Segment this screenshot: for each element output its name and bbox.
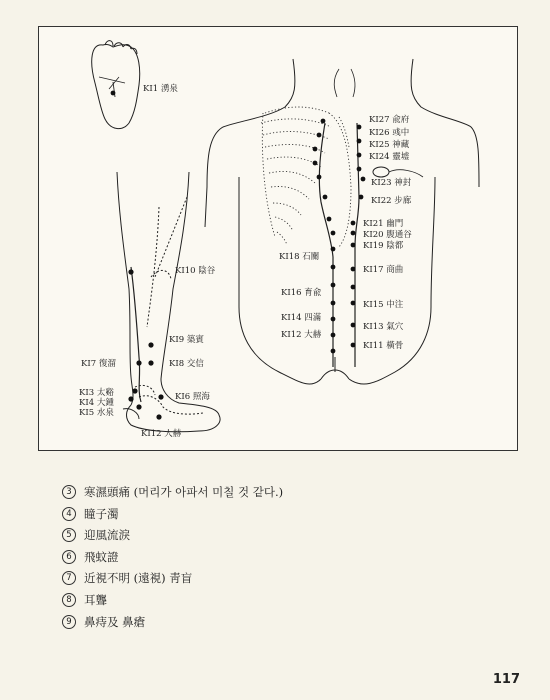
label-ki27: KI27 兪府 (369, 115, 410, 125)
label-ki10: KI10 陰谷 (175, 266, 216, 276)
item-text: 瞳子濁 (84, 506, 119, 521)
label-ki17: KI17 商曲 (363, 265, 404, 275)
page-number: 117 (492, 672, 520, 687)
label-ki8: KI8 交信 (169, 359, 204, 369)
acupoint-dots (111, 91, 366, 420)
list-item (62, 527, 283, 549)
label-ki14: KI14 四滿 (281, 313, 322, 323)
item-text: 鼻痔及 鼻瘡 (84, 614, 146, 629)
item-text: 飛蚊證 (84, 549, 119, 564)
label-ki26: KI26 彧中 (369, 128, 410, 138)
label-ki1: KI1 湧泉 (143, 84, 178, 94)
label-ki6: KI6 照海 (175, 392, 210, 402)
label-ki23: KI23 神封 (371, 178, 412, 188)
meridian-figure (38, 26, 518, 451)
acupoint-labels (79, 83, 412, 439)
item-number: 6 (62, 550, 76, 564)
item-number: 8 (62, 593, 76, 607)
label-ki9: KI9 築賓 (169, 335, 204, 345)
list-item (62, 592, 283, 614)
label-ki15: KI15 中注 (363, 300, 404, 310)
list-item (62, 614, 283, 636)
label-ki24: KI24 靈墟 (369, 152, 410, 162)
label-ki20: KI20 腹通谷 (363, 230, 412, 240)
ribcage-dotted (261, 107, 351, 247)
meridian-lines (113, 82, 359, 402)
item-text: 寒濕頭痛 (머리가 아파서 미칠 것 같다.) (84, 485, 284, 499)
item-number: 4 (62, 507, 76, 521)
meridian-diagram (39, 27, 519, 452)
item-text: 迎風流淚 (84, 528, 130, 543)
item-number: 7 (62, 571, 76, 585)
label-ki4: KI4 大鍾 (79, 398, 114, 408)
list-item (62, 549, 283, 571)
label-ki7: KI7 復溜 (81, 359, 116, 369)
label-ki16: KI16 育兪 (281, 288, 322, 298)
list-item (62, 484, 283, 506)
label-ki3: KI3 太谿 (79, 388, 114, 398)
item-text: 近視不明 (遠視) 靑盲 (84, 571, 193, 586)
foot-sole-drawing (92, 41, 140, 129)
list-item (62, 570, 283, 592)
label-ki25: KI25 神藏 (369, 140, 410, 150)
label-ki5: KI5 水泉 (79, 408, 114, 418)
label-ki18: KI18 石關 (279, 252, 320, 262)
label-ki12: KI12 大赫 (281, 330, 322, 340)
label-ki2: KI12 人赫 (141, 429, 182, 439)
torso-drawing (205, 59, 479, 384)
item-number: 3 (62, 485, 76, 499)
label-ki21: KI21 幽門 (363, 219, 404, 229)
item-text: 耳聾 (84, 592, 107, 607)
indication-list (62, 484, 283, 635)
item-number: 5 (62, 528, 76, 542)
label-ki13: KI13 氣穴 (363, 322, 404, 332)
label-ki11: KI11 橫骨 (363, 341, 404, 351)
label-ki22: KI22 步廊 (371, 196, 412, 206)
item-number: 9 (62, 615, 76, 629)
list-item (62, 506, 283, 528)
label-ki19: KI19 陰都 (363, 241, 404, 251)
